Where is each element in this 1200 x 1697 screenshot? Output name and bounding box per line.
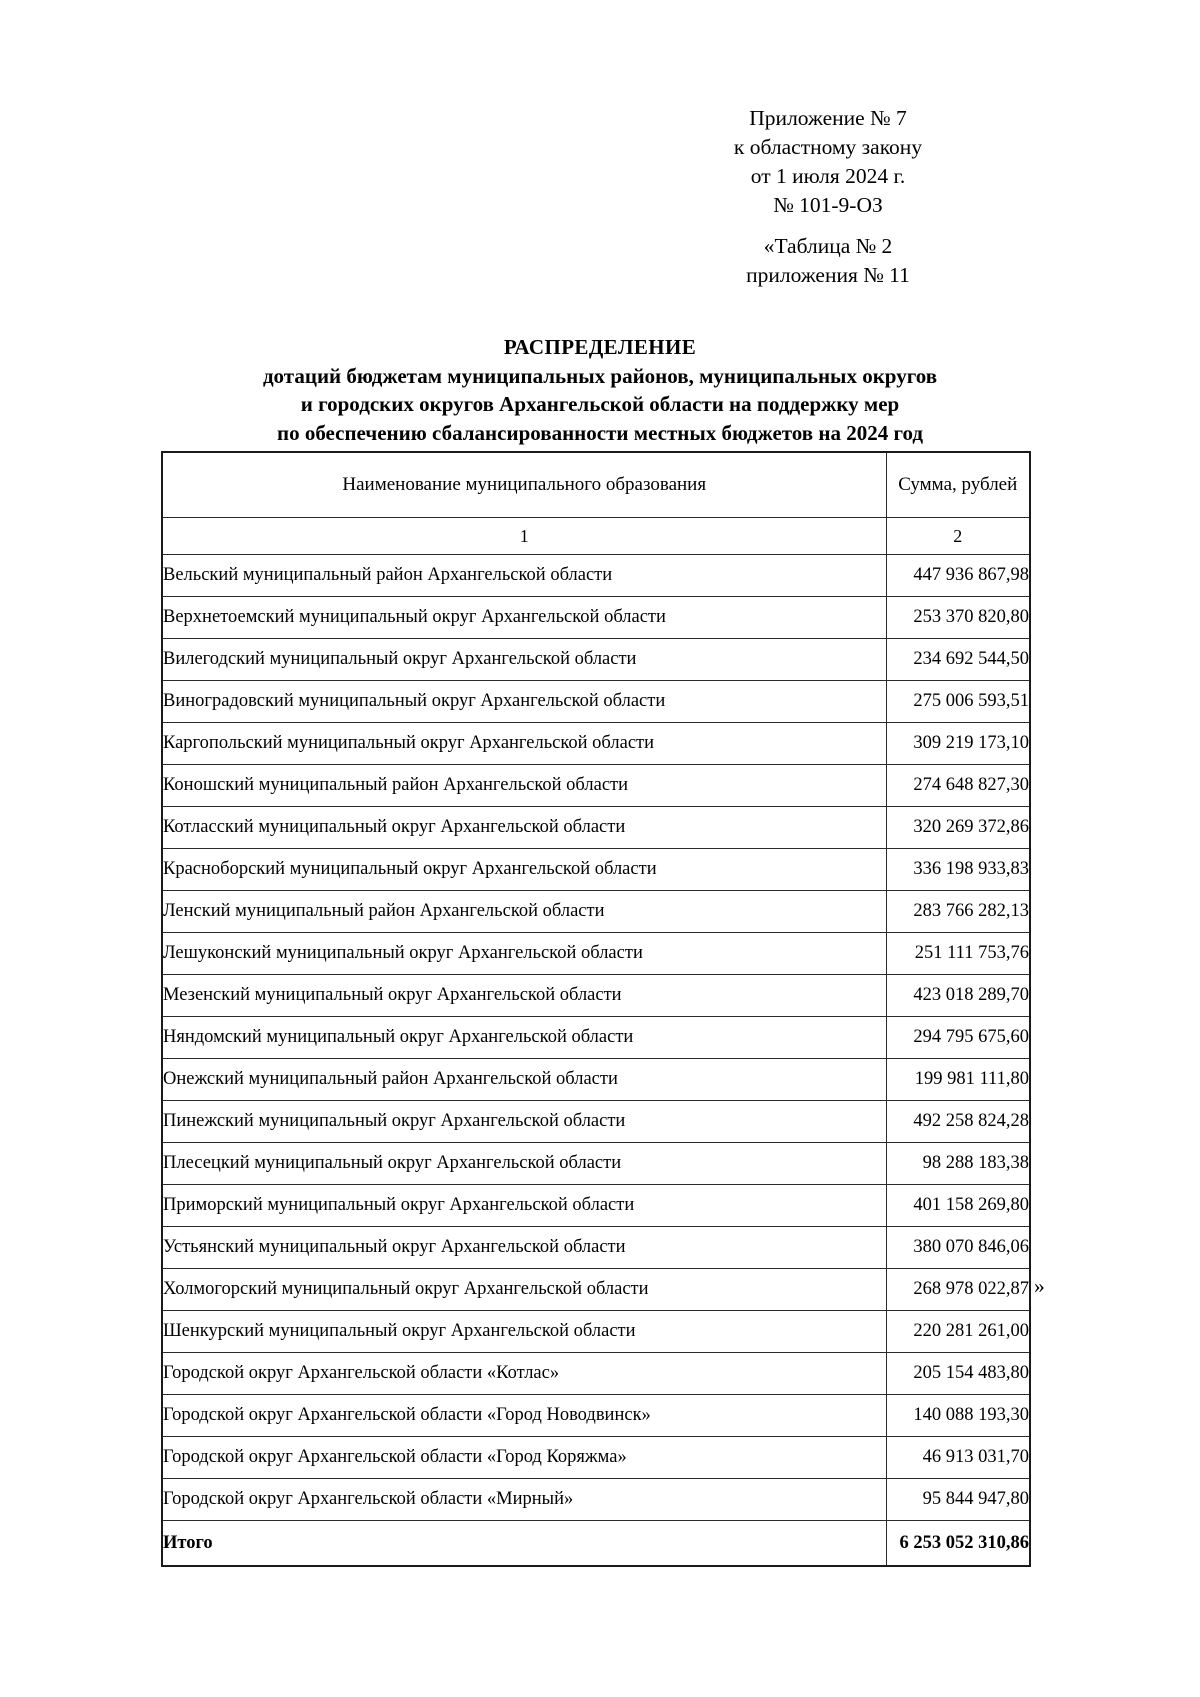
municipality-sum: 380 070 846,06 xyxy=(886,1227,1030,1269)
municipality-name: Онежский муниципальный район Архангельской области xyxy=(162,1059,886,1101)
appendix-reference-block xyxy=(618,104,1038,220)
municipality-sum: 268 978 022,87 xyxy=(886,1269,1030,1311)
table-row xyxy=(162,1185,1030,1227)
municipality-name: Шенкурский муниципальный округ Архангельской области xyxy=(162,1311,886,1353)
table-reference-block xyxy=(618,232,1038,290)
table-row xyxy=(162,849,1030,891)
table-reference-line-1: «Таблица № 2 xyxy=(763,234,893,258)
column-header-name: Наименование муниципального образования xyxy=(162,452,886,518)
municipality-sum: 336 198 933,83 xyxy=(886,849,1030,891)
total-sum: 6 253 052 310,86 xyxy=(886,1521,1030,1567)
document-title-line-3: по обеспечению сбалансированности местных бюджетов на 2024 год xyxy=(276,420,924,445)
municipality-sum: 46 913 031,70 xyxy=(886,1437,1030,1479)
distribution-table-wrapper xyxy=(161,451,1029,1567)
municipality-name: Городской округ Архангельской области «Город Новодвинск» xyxy=(162,1395,886,1437)
municipality-sum: 251 111 753,76 xyxy=(886,933,1030,975)
municipality-sum: 423 018 289,70 xyxy=(886,975,1030,1017)
municipality-name: Вилегодский муниципальный округ Архангельской области xyxy=(162,639,886,681)
column-number-name: 1 xyxy=(162,518,886,555)
table-total-row xyxy=(162,1521,1030,1567)
table-row xyxy=(162,765,1030,807)
municipality-name: Няндомский муниципальный округ Архангельской области xyxy=(162,1017,886,1059)
municipality-sum: 220 281 261,00 xyxy=(886,1311,1030,1353)
closing-guillemet: » xyxy=(1034,1274,1045,1298)
distribution-table-body xyxy=(162,555,1030,1567)
municipality-name: Устьянский муниципальный округ Архангельской области xyxy=(162,1227,886,1269)
municipality-sum: 320 269 372,86 xyxy=(886,807,1030,849)
municipality-name: Вельский муниципальный район Архангельской области xyxy=(162,555,886,597)
municipality-name: Виноградовский муниципальный округ Архангельской области xyxy=(162,681,886,723)
table-row xyxy=(162,1311,1030,1353)
municipality-sum: 95 844 947,80 xyxy=(886,1479,1030,1521)
table-row xyxy=(162,1059,1030,1101)
municipality-name: Лешуконский муниципальный округ Архангельской области xyxy=(162,933,886,975)
table-row xyxy=(162,1101,1030,1143)
distribution-table xyxy=(161,451,1031,1567)
municipality-sum: 309 219 173,10 xyxy=(886,723,1030,765)
table-row xyxy=(162,1353,1030,1395)
municipality-name: Верхнетоемский муниципальный округ Архангельской области xyxy=(162,597,886,639)
document-title-heading: РАСПРЕДЕЛЕНИЕ xyxy=(503,335,697,359)
municipality-sum: 274 648 827,30 xyxy=(886,765,1030,807)
table-reference-line-2: приложения № 11 xyxy=(746,263,910,287)
column-number-sum: 2 xyxy=(886,518,1030,555)
table-row xyxy=(162,1269,1030,1311)
column-header-sum: Сумма, рублей xyxy=(886,452,1030,518)
table-row xyxy=(162,975,1030,1017)
table-row xyxy=(162,555,1030,597)
municipality-sum: 253 370 820,80 xyxy=(886,597,1030,639)
table-row xyxy=(162,1143,1030,1185)
table-row xyxy=(162,891,1030,933)
municipality-name: Коношский муниципальный район Архангельской области xyxy=(162,765,886,807)
municipality-sum: 401 158 269,80 xyxy=(886,1185,1030,1227)
municipality-sum: 275 006 593,51 xyxy=(886,681,1030,723)
municipality-name: Плесецкий муниципальный округ Архангельской области xyxy=(162,1143,886,1185)
municipality-name: Котласский муниципальный округ Архангельской области xyxy=(162,807,886,849)
table-row xyxy=(162,639,1030,681)
appendix-reference-line-4: № 101-9-ОЗ xyxy=(773,193,883,217)
table-row xyxy=(162,1017,1030,1059)
municipality-name: Городской округ Архангельской области «Мирный» xyxy=(162,1479,886,1521)
municipality-name: Ленский муниципальный район Архангельской области xyxy=(162,891,886,933)
municipality-sum: 294 795 675,60 xyxy=(886,1017,1030,1059)
table-row xyxy=(162,1437,1030,1479)
table-header-row xyxy=(162,452,1030,518)
municipality-sum: 492 258 824,28 xyxy=(886,1101,1030,1143)
municipality-sum: 140 088 193,30 xyxy=(886,1395,1030,1437)
appendix-reference-line-2: к областному закону xyxy=(733,135,923,159)
table-row xyxy=(162,723,1030,765)
municipality-name: Красноборский муниципальный округ Архангельской области xyxy=(162,849,886,891)
document-title-line-2: и городских округов Архангельской области на поддержку мер xyxy=(300,392,900,416)
municipality-name: Пинежский муниципальный округ Архангельской области xyxy=(162,1101,886,1143)
municipality-sum: 98 288 183,38 xyxy=(886,1143,1030,1185)
table-row xyxy=(162,597,1030,639)
municipality-name: Мезенский муниципальный округ Архангельской области xyxy=(162,975,886,1017)
municipality-name: Каргопольский муниципальный округ Архангельской области xyxy=(162,723,886,765)
municipality-sum: 199 981 111,80 xyxy=(886,1059,1030,1101)
total-label: Итого xyxy=(162,1521,886,1567)
municipality-name: Городской округ Архангельской области «Котлас» xyxy=(162,1353,886,1395)
appendix-reference-line-1: Приложение № 7 xyxy=(749,106,907,130)
table-row xyxy=(162,933,1030,975)
municipality-sum: 234 692 544,50 xyxy=(886,639,1030,681)
table-row xyxy=(162,681,1030,723)
municipality-name: Приморский муниципальный округ Архангельской области xyxy=(162,1185,886,1227)
table-column-number-row xyxy=(162,518,1030,555)
municipality-sum: 283 766 282,13 xyxy=(886,891,1030,933)
municipality-sum: 205 154 483,80 xyxy=(886,1353,1030,1395)
document-title-line-1: дотаций бюджетам муниципальных районов, муниципальных округов xyxy=(262,363,938,388)
table-row xyxy=(162,807,1030,849)
appendix-reference-line-3: от 1 июля 2024 г. xyxy=(750,164,906,188)
table-row xyxy=(162,1227,1030,1269)
table-row xyxy=(162,1395,1030,1437)
municipality-name: Холмогорский муниципальный округ Архангельской области xyxy=(162,1269,886,1311)
document-title xyxy=(0,333,1200,447)
municipality-sum: 447 936 867,98 xyxy=(886,555,1030,597)
municipality-name: Городской округ Архангельской области «Город Коряжма» xyxy=(162,1437,886,1479)
table-row xyxy=(162,1479,1030,1521)
